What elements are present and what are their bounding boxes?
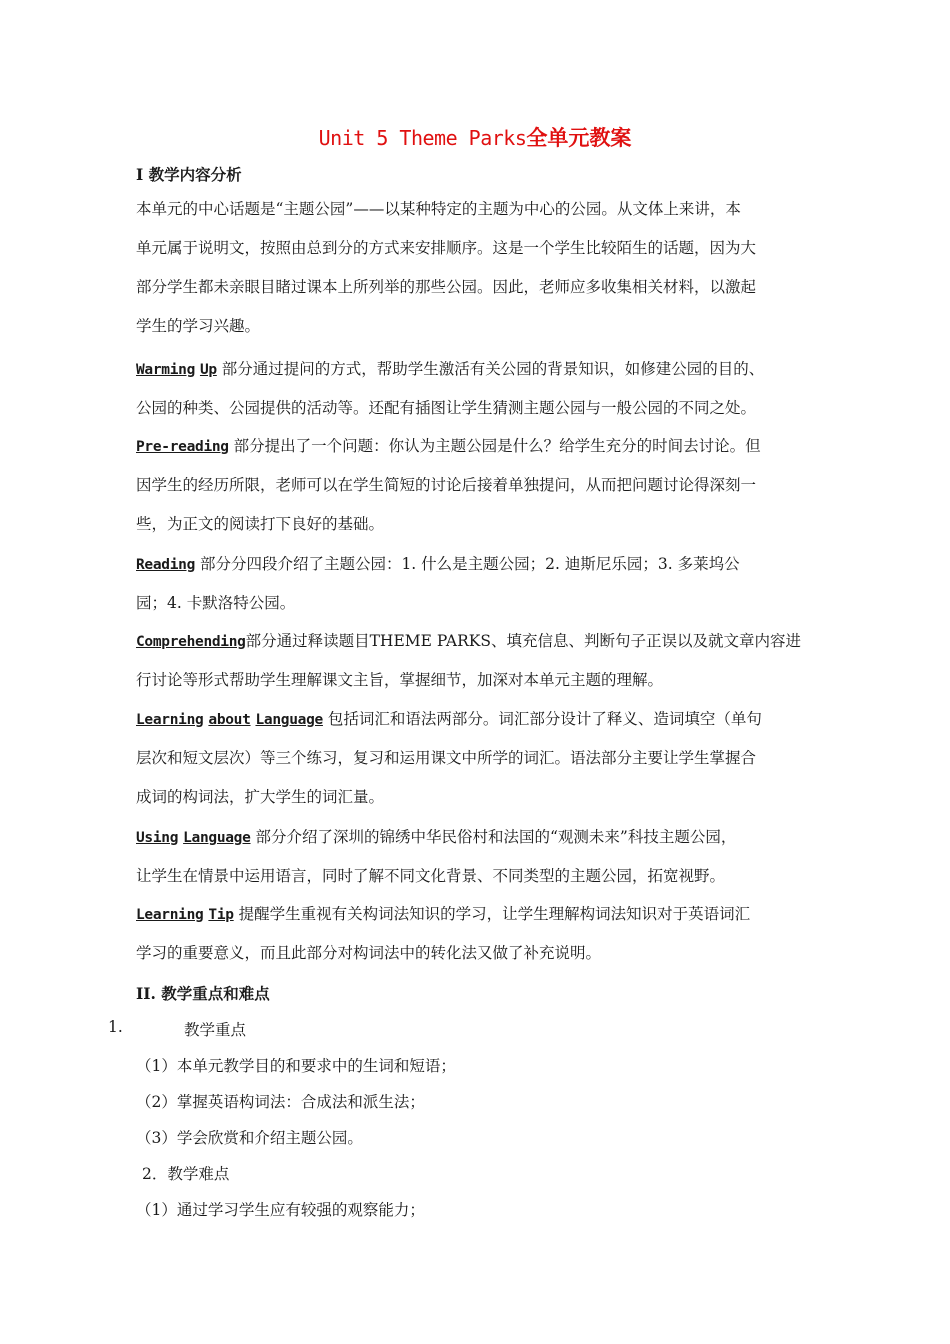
pre-reading-text: 因学生的经历所限，老师可以在学生简短的讨论后接着单独提问，从而把问题讨论得深刻一 (136, 476, 757, 494)
keyword-warming: Warming (136, 362, 196, 378)
lal-text: 层次和短文层次）等三个练习，复习和运用课文中所学的词汇。语法部分主要让学生掌握合 (136, 749, 757, 767)
difficulty-item: （1）通过学习学生应有较强的观察能力； (136, 1201, 425, 1219)
lal-text: 成词的构词法，扩大学生的词汇量。 (136, 788, 385, 806)
using-text: 让学生在情景中运用语言，同时了解不同文化背景、不同类型的主题公园，拓宽视野。 (136, 867, 726, 885)
intro-line: 单元属于说明文，按照由总到分的方式来安排顺序。这是一个学生比较陌生的话题，因为大 (136, 239, 757, 257)
reading-paragraph (136, 545, 826, 623)
keyword-up: Up (199, 362, 217, 378)
pre-reading-paragraph (136, 427, 826, 544)
document-title (0, 122, 950, 152)
lal-text: 包括词汇和语法两部分。词汇部分设计了释义、造词填空（单句 (322, 710, 762, 728)
pre-reading-text: 些，为正文的阅读打下良好的基础。 (136, 515, 385, 533)
sub-2-label: 2．教学难点 (142, 1165, 230, 1183)
pre-reading-text: 部分提出了一个问题：你认为主题公园是什么？给学生充分的时间去讨论。但 (228, 437, 761, 455)
reading-text: 部分分四段介绍了主题公园：1. 什么是主题公园；2. 迪斯尼乐园；3. 多莱坞公 (195, 555, 740, 573)
tip-text: 学习的重要意义，而且此部分对构词法中的转化法又做了补充说明。 (136, 944, 602, 962)
tip-text: 提醒学生重视有关构词法知识的学习，让学生理解构词法知识对于英语词汇 (233, 905, 751, 923)
keyword-language: Language (255, 712, 323, 728)
keyword-learning: Learning (136, 712, 204, 728)
using-language-paragraph (136, 818, 826, 896)
key-point-item: （1）本单元教学目的和要求中的生词和短语； (136, 1057, 456, 1075)
title-chinese: 全单元教案 (526, 125, 632, 150)
keyword-learning: Learning (136, 907, 204, 923)
learning-about-language-paragraph (136, 700, 826, 817)
sub-1-label: 教学重点 (184, 1021, 247, 1039)
keyword-reading: Reading (136, 557, 196, 573)
keyword-about: about (208, 712, 251, 728)
sub-1-number: 1. (108, 1018, 123, 1036)
comprehending-text: 部分通过释读题目THEME PARKS、填充信息、判断句子正误以及就文章内容进 (245, 632, 801, 650)
warming-up-paragraph (136, 350, 826, 428)
keyword-using: Using (136, 830, 179, 846)
keyword-pre-reading: Pre-reading (136, 439, 229, 455)
reading-text: 园；4. 卡默洛特公园。 (136, 594, 296, 612)
section-2-heading: II. 教学重点和难点 (136, 984, 270, 1003)
keyword-language: Language (183, 830, 251, 846)
section-1-heading: I 教学内容分析 (136, 165, 242, 184)
warming-text: 部分通过提问的方式，帮助学生激活有关公园的背景知识，如修建公园的目的、 (216, 360, 765, 378)
title-english: Unit 5 Theme Parks (318, 126, 527, 150)
intro-line: 本单元的中心话题是“主题公园”——以某种特定的主题为中心的公园。从文体上来讲，本 (136, 200, 741, 218)
keyword-comprehending: Comprehending (136, 634, 246, 650)
key-point-item: （3）学会欣赏和介绍主题公园。 (136, 1129, 363, 1147)
intro-paragraph (136, 190, 826, 346)
comprehending-paragraph (136, 622, 826, 700)
warming-text: 公园的种类、公园提供的活动等。还配有插图让学生猜测主题公园与一般公园的不同之处。 (136, 399, 757, 417)
key-point-item: （2）掌握英语构词法：合成法和派生法； (136, 1093, 425, 1111)
learning-tip-paragraph (136, 895, 826, 973)
using-text: 部分介绍了深圳的锦绣中华民俗村和法国的“观测未来”科技主题公园， (250, 828, 737, 846)
intro-line: 学生的学习兴趣。 (136, 317, 261, 335)
intro-line: 部分学生都未亲眼目睹过课本上所列举的那些公园。因此，老师应多收集相关材料，以激起 (136, 278, 757, 296)
keyword-tip: Tip (208, 907, 234, 923)
comprehending-text: 行讨论等形式帮助学生理解课文主旨，掌握细节，加深对本单元主题的理解。 (136, 671, 664, 689)
